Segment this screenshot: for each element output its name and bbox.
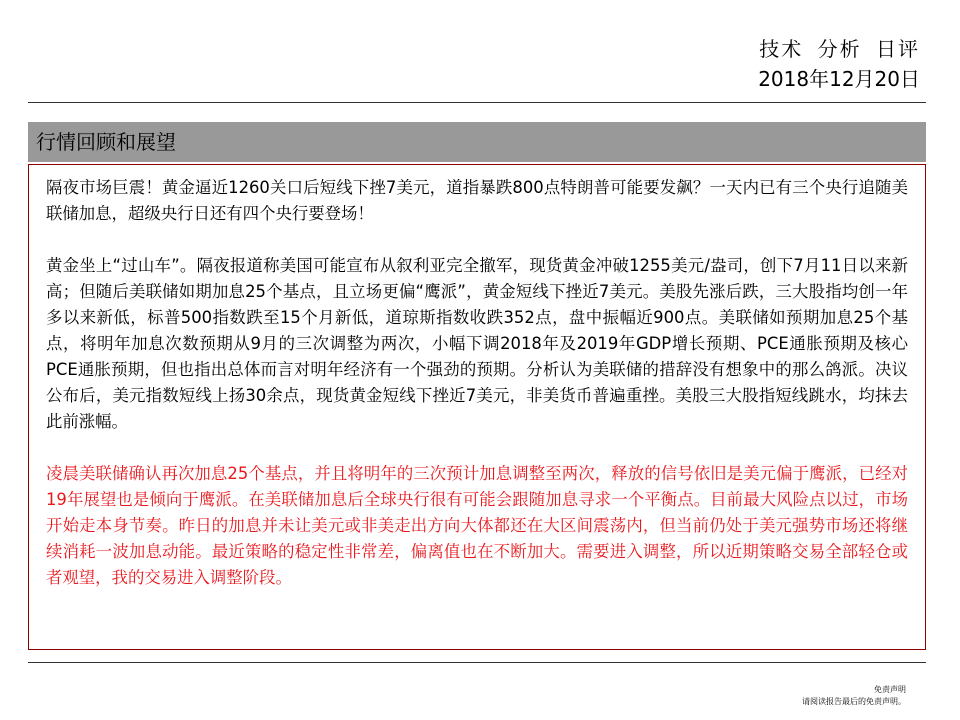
- paragraph-strategy-outlook: 凌晨美联储确认再次加息25个基点，并且将明年的三次预计加息调整至两次，释放的信号依旧是美元偏于鹰派，已经对19年展望也是倾向于鹰派。在美联储加息后全球央行很有可能会跟随加息寻求一个平衡点。目前最大风险点以过，市场开始走本身节奏。昨日的加息并未让美元或非美走出方向大体都还在大区间震荡内，但当前仍处于美元强势市场还将继续消耗一波加息动能。最近策略的稳定性非常差，偏离值也在不断加大。需要进入调整，所以近期策略交易全部轻仓或者观望，我的交易进入调整阶段。: [46, 464, 908, 587]
- paragraph-summary: 隔夜市场巨震！黄金逼近1260关口后短线下挫7美元，道指暴跌800点特朗普可能要发飙？一天内已有三个央行追随美联储加息，超级央行日还有四个央行要登场！: [46, 178, 908, 223]
- report-header: [758, 34, 920, 94]
- footer-divider: [28, 662, 926, 663]
- report-type-title: 技术 分析 日评: [759, 37, 920, 61]
- paragraph-market-review: 黄金坐上“过山车”。隔夜报道称美国可能宣布从叙利亚完全撤军，现货黄金冲破1255美元/盎司，创下7月11日以来新高；但随后美联储如期加息25个基点，且立场更偏“鹰派”，黄金短线下挫近7美元。美股先涨后跌，三大股指均创一年多以来新低，标普500指数跌至15个月新低，道琼斯指数收跌352点，盘中振幅近900点。美联储如预期加息25个基点，将明年加息次数预期从9月的三次调整为两次，小幅下调2018年及2019年GDP增长预期、PCE通胀预期及核心PCE通胀预期，但也指出总体而言对明年经济有一个强劲的预期。分析认为美联储的措辞没有想象中的那么鸽派。决议公布后，美元指数短线上扬30余点，现货黄金短线下挫近7美元，非美货币普遍重挫。美股三大股指短线跳水，均抹去此前涨幅。: [46, 256, 908, 431]
- disclaimer-note: 请阅读报告最后的免责声明。: [802, 697, 906, 706]
- disclaimer-title: 免责声明: [874, 685, 906, 694]
- disclaimer-footer: [802, 684, 906, 708]
- report-date: 2018年12月20日: [758, 67, 920, 91]
- header-divider: [28, 102, 926, 103]
- section-title: 行情回顾和展望: [28, 122, 926, 162]
- content-box: [28, 164, 926, 650]
